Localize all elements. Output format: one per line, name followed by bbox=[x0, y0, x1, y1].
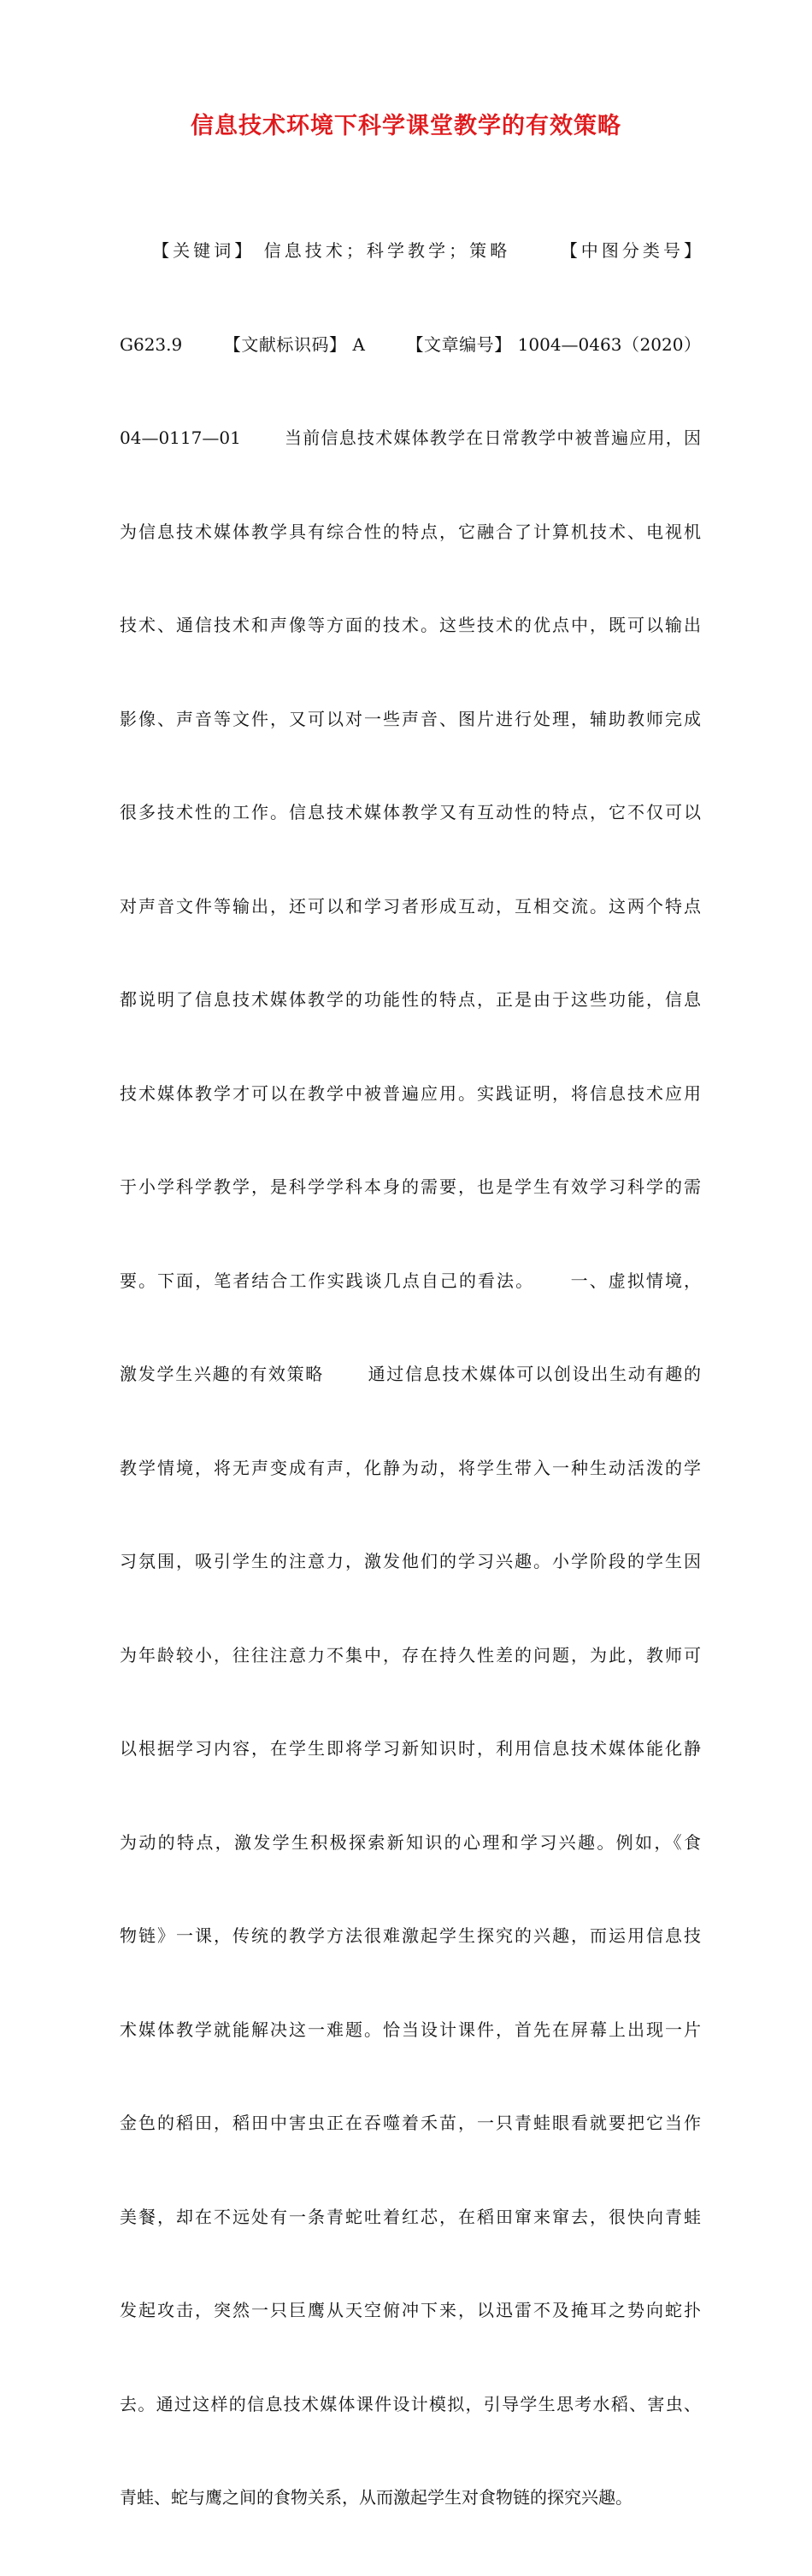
body-line-last: 青蛙、蛇与鹰之间的食物关系，从而激起学生对食物链的探究兴趣。 bbox=[120, 2487, 633, 2508]
body-line: 物链》一课，传统的教学方法很难激起学生探究的兴趣，而运用信息技 bbox=[120, 1925, 701, 1946]
body-line: 术媒体教学就能解决这一难题。恰当设计课件，首先在屏幕上出现一片 bbox=[120, 2019, 701, 2040]
body-line: G623.9 【文献标识码】 A 【文章编号】 1004—0463（2020） bbox=[120, 333, 701, 355]
body-line: 金色的稻田，稻田中害虫正在吞噬着禾苗，一只青蛙眼看就要把它当作 bbox=[120, 2113, 701, 2133]
body-line: 技术媒体教学才可以在教学中被普遍应用。实践证明，将信息技术应用 bbox=[120, 1082, 701, 1104]
body-line: 为动的特点，激发学生积极探索新知识的心理和学习兴趣。例如，《食 bbox=[120, 1831, 701, 1853]
body-line: 【关键词】 信息技术；科学教学；策略 【中图分类号】 bbox=[120, 240, 701, 261]
body-line: 为信息技术媒体教学具有综合性的特点，它融合了计算机技术、电视机 bbox=[120, 521, 701, 542]
body-line: 发起攻击，突然一只巨鹰从天空俯冲下来，以迅雷不及掩耳之势向蛇扑 bbox=[120, 2300, 701, 2320]
body-line: 习氛围，吸引学生的注意力，激发他们的学习兴趣。小学阶段的学生因 bbox=[120, 1551, 701, 1571]
body-line: 激发学生兴趣的有效策略 通过信息技术媒体可以创设出生动有趣的 bbox=[120, 1364, 701, 1384]
body-line: 教学情境，将无声变成有声，化静为动，将学生带入一种生动活泼的学 bbox=[120, 1457, 701, 1478]
body-line: 04—0117—01 当前信息技术媒体教学在日常教学中被普遍应用，因 bbox=[120, 427, 701, 448]
body-line: 很多技术性的工作。信息技术媒体教学又有互动性的特点，它不仅可以 bbox=[120, 802, 701, 822]
body-line: 对声音文件等输出，还可以和学习者形成互动，互相交流。这两个特点 bbox=[120, 895, 701, 917]
document-body bbox=[120, 173, 701, 2576]
body-line: 去。通过这样的信息技术媒体课件设计模拟，引导学生思考水稻、害虫、 bbox=[120, 2393, 701, 2414]
body-line: 以根据学习内容，在学生即将学习新知识时，利用信息技术媒体能化静 bbox=[120, 1738, 701, 1759]
body-line: 都说明了信息技术媒体教学的功能性的特点，正是由于这些功能，信息 bbox=[120, 989, 701, 1010]
document-title: 信息技术环境下科学课堂教学的有效策略 bbox=[191, 113, 621, 139]
body-line: 影像、声音等文件，又可以对一些声音、图片进行处理，辅助教师完成 bbox=[120, 708, 701, 729]
body-line: 要。下面，笔者结合工作实践谈几点自己的看法。 一、虚拟情境， bbox=[120, 1270, 701, 1291]
body-line: 为年龄较小，往往注意力不集中，存在持久性差的问题，为此，教师可 bbox=[120, 1644, 701, 1665]
body-line: 美餐，却在不远处有一条青蛇吐着红芯，在稻田窜来窜去，很快向青蛙 bbox=[120, 2206, 701, 2227]
body-line: 技术、通信技术和声像等方面的技术。这些技术的优点中，既可以输出 bbox=[120, 615, 701, 635]
body-line: 于小学科学教学，是科学学科本身的需要，也是学生有效学习科学的需 bbox=[120, 1176, 701, 1197]
